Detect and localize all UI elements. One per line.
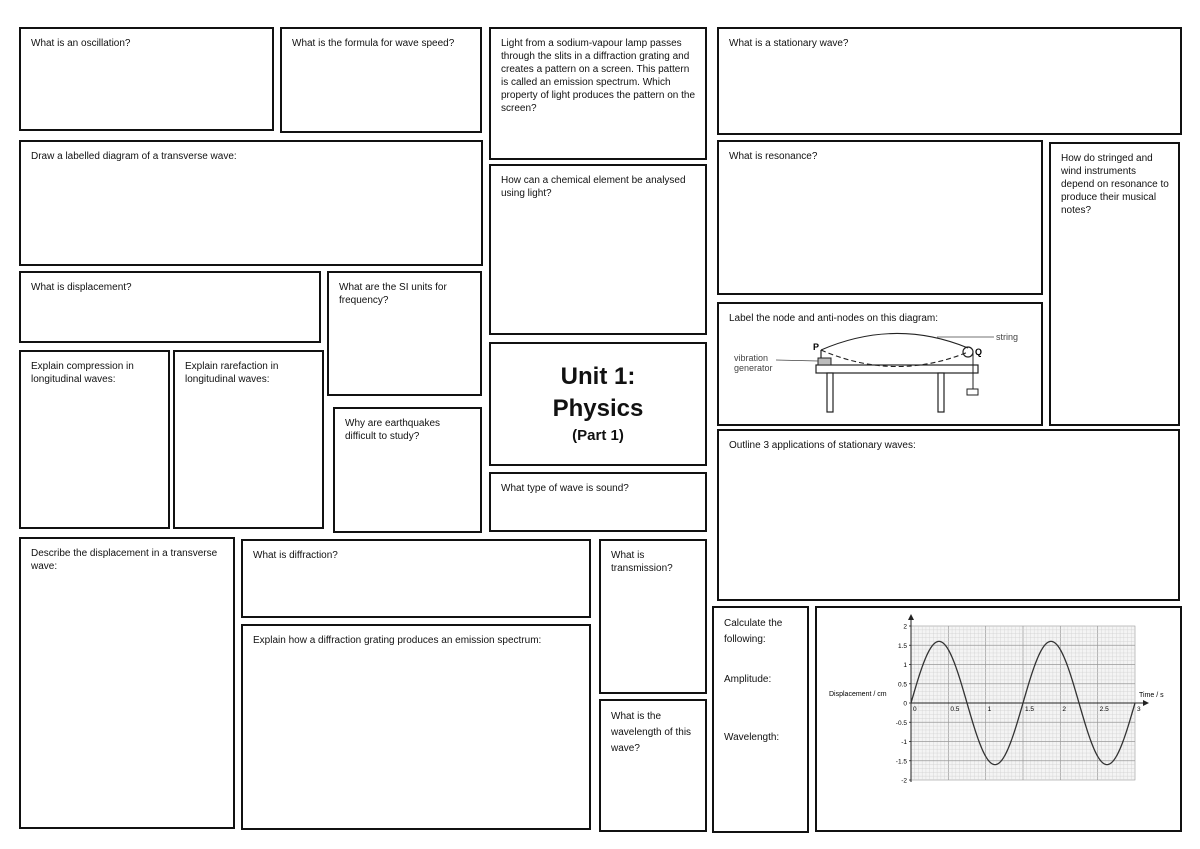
rarefaction-question: Explain rarefaction in longitudinal waves: [185, 361, 279, 385]
title-line-2: Physics [552, 395, 644, 422]
x-tick-label: 3 [1137, 706, 1141, 713]
y-tick-label: -1 [901, 739, 907, 746]
oscillation-box [19, 27, 274, 131]
sound-question: What type of wave is sound? [501, 483, 629, 494]
grating-box [241, 624, 591, 830]
wavelength-question: What is the wavelength of this wave? [611, 711, 692, 754]
transmission-box [599, 539, 707, 694]
x-tick-label: 2 [1062, 706, 1066, 713]
earthquakes-question: Why are earthquakes difficult to study? [345, 418, 441, 442]
compression-question: Explain compression in longitudinal waves: [31, 361, 134, 385]
y-tick-label: 0 [903, 700, 907, 708]
chemical-analysis-box [489, 164, 707, 335]
y-tick-label: -2 [901, 777, 907, 785]
sodium-lamp-question: Light from a sodium-vapour lamp passes through the slits in a diffraction grating and creates a pattern on a screen. This pattern is called an emission spectrum. Which property of light produces the pattern on the screen? [501, 38, 696, 114]
compression-box [19, 350, 170, 529]
diffraction-box [241, 539, 591, 618]
y-tick-label: 0.5 [897, 681, 907, 689]
wavelength-question-box [599, 699, 707, 832]
diffraction-question: What is diffraction? [253, 550, 338, 561]
point-q-label: Q [975, 347, 983, 357]
y-tick-label: 1 [903, 662, 907, 669]
label-nodes-question: Label the node and anti-nodes on this diagram: [729, 313, 939, 324]
resonance-box [717, 140, 1043, 295]
wave-graph-box [815, 606, 1182, 832]
y-axis-label: Displacement / cm [829, 691, 887, 698]
calculate-heading: Calculate the following: [724, 618, 783, 645]
x-axis-label: Time / s [1139, 692, 1164, 699]
si-units-box [327, 271, 482, 396]
transmission-question: What is transmission? [611, 550, 673, 574]
y-tick-label: -1.5 [895, 758, 907, 766]
chemical-analysis-question: How can a chemical element be analysed using light? [501, 175, 686, 199]
transverse-diagram-question: Draw a labelled diagram of a transverse wave: [31, 151, 237, 162]
wave-speed-box [280, 27, 482, 133]
oscillation-question: What is an oscillation? [31, 38, 131, 49]
describe-displacement-box [19, 537, 235, 829]
x-tick-label: 2.5 [1099, 706, 1109, 713]
sodium-lamp-box [489, 27, 707, 160]
wavelength-label: Wavelength: [724, 732, 780, 743]
earthquakes-box [333, 407, 482, 533]
rarefaction-box [173, 350, 324, 529]
y-tick-label: -0.5 [895, 719, 907, 727]
calculate-box [712, 606, 809, 833]
title-box [489, 342, 707, 466]
wave-graph [817, 608, 1180, 830]
stationary-wave-question: What is a stationary wave? [729, 38, 849, 49]
applications-box [717, 429, 1180, 601]
point-p-label: P [813, 342, 820, 352]
describe-displacement-question: Describe the displacement in a transverse wave: [31, 548, 218, 572]
title-line-1: Unit 1: [560, 363, 636, 390]
generator-label-2: generator [734, 363, 773, 373]
grating-question: Explain how a diffraction grating produces an emission spectrum: [253, 635, 542, 646]
x-tick-label: 0 [913, 706, 917, 713]
instruments-question: How do stringed and wind instruments depend on resonance to produce their musical notes? [1061, 153, 1169, 216]
generator-label-1: vibration [734, 353, 769, 363]
y-tick-label: 2 [903, 623, 907, 631]
x-tick-label: 0.5 [950, 706, 960, 713]
amplitude-label: Amplitude: [724, 674, 772, 685]
displacement-box [19, 271, 321, 343]
displacement-question: What is displacement? [31, 282, 132, 293]
transverse-diagram-box [19, 140, 483, 266]
resonance-question: What is resonance? [729, 151, 818, 162]
stationary-wave-apparatus [719, 304, 1041, 424]
applications-question: Outline 3 applications of stationary waves: [729, 440, 916, 451]
instruments-box [1049, 142, 1180, 426]
label-nodes-box [717, 302, 1043, 426]
string-label: string [996, 332, 1019, 342]
x-tick-label: 1.5 [1025, 706, 1035, 713]
y-tick-label: 1.5 [897, 642, 907, 650]
x-tick-label: 1 [987, 706, 992, 713]
si-units-question: What are the SI units for frequency? [339, 282, 447, 306]
sound-box [489, 472, 707, 532]
wave-speed-question: What is the formula for wave speed? [292, 38, 455, 49]
title-line-3: (Part 1) [572, 427, 624, 444]
stationary-wave-box [717, 27, 1182, 135]
